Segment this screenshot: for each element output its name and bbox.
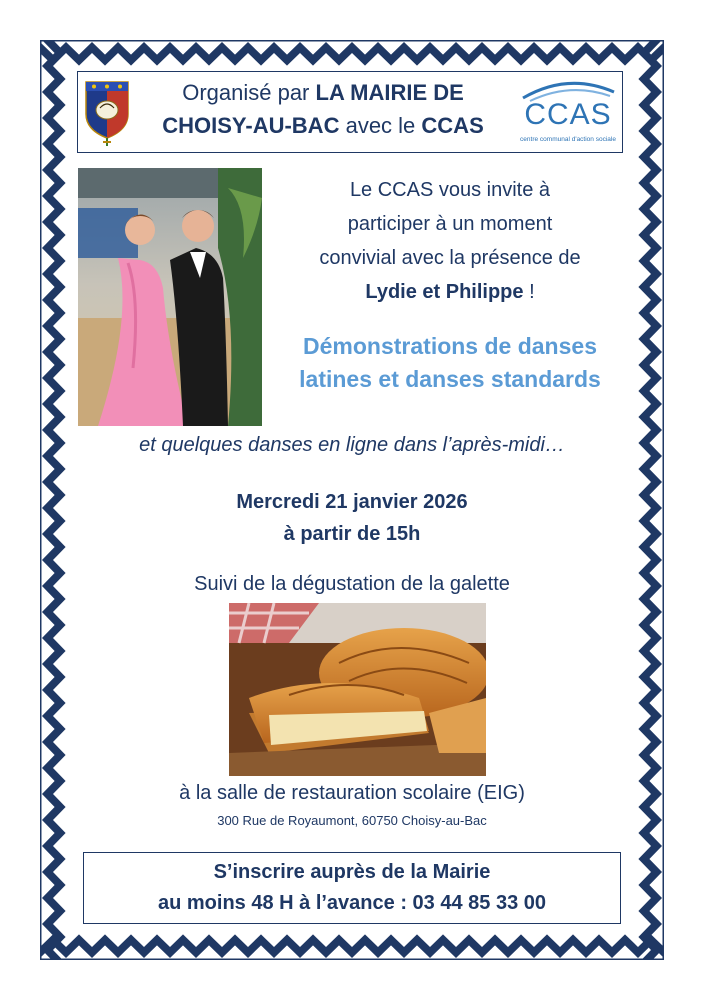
registration-line-1: S’inscrire auprès de la Mairie [213, 861, 491, 883]
invitation-text [264, 173, 636, 309]
guest-names: Lydie et Philippe [365, 281, 524, 303]
organizer-mairie: LA MAIRIE DE [315, 80, 464, 105]
organizer-header [77, 71, 623, 153]
event-time: à partir de 15h [283, 523, 421, 545]
ccas-logo-subtitle: centre communal d'action sociale [520, 136, 616, 143]
invitation-line-2: participer à un moment [347, 213, 553, 235]
organizer-prefix: Organisé par [182, 80, 316, 105]
venue-address: 300 Rue de Royaumont, 60750 Choisy-au-Bac [217, 813, 487, 828]
ccas-logo-text: CCAS [524, 98, 612, 131]
venue-name: à la salle de restauration scolaire (EIG) [179, 782, 525, 804]
organizer-text [138, 76, 508, 142]
dancers-photo [78, 168, 262, 426]
town-crest-icon [82, 78, 132, 148]
demonstration-line-1: Démonstrations de danses [303, 333, 597, 359]
galette-tasting-text: Suivi de la dégustation de la galette [194, 573, 510, 595]
flyer-content [68, 68, 636, 932]
flyer [40, 40, 664, 960]
organizer-town: CHOISY-AU-BAC [162, 113, 340, 138]
registration-line-2: au moins 48 H à l’avance : 03 44 85 33 00 [157, 892, 546, 914]
organizer-with: avec le [339, 113, 422, 138]
event-datetime [68, 486, 636, 550]
organizer-ccas: CCAS [421, 113, 484, 138]
ccas-logo-icon [518, 76, 618, 150]
demonstration-heading [264, 330, 636, 396]
invitation-line-1: Le CCAS vous invite à [349, 179, 551, 201]
line-dances-text: et quelques danses en ligne dans l’après-midi… [139, 434, 565, 456]
demonstration-line-2: latines et danses standards [299, 366, 601, 392]
invitation-exclamation: ! [523, 281, 535, 303]
invitation-line-3: convivial avec la présence de [319, 247, 581, 269]
galette-photo [229, 603, 486, 776]
registration-box [83, 852, 621, 924]
event-date: Mercredi 21 janvier 2026 [236, 491, 468, 513]
